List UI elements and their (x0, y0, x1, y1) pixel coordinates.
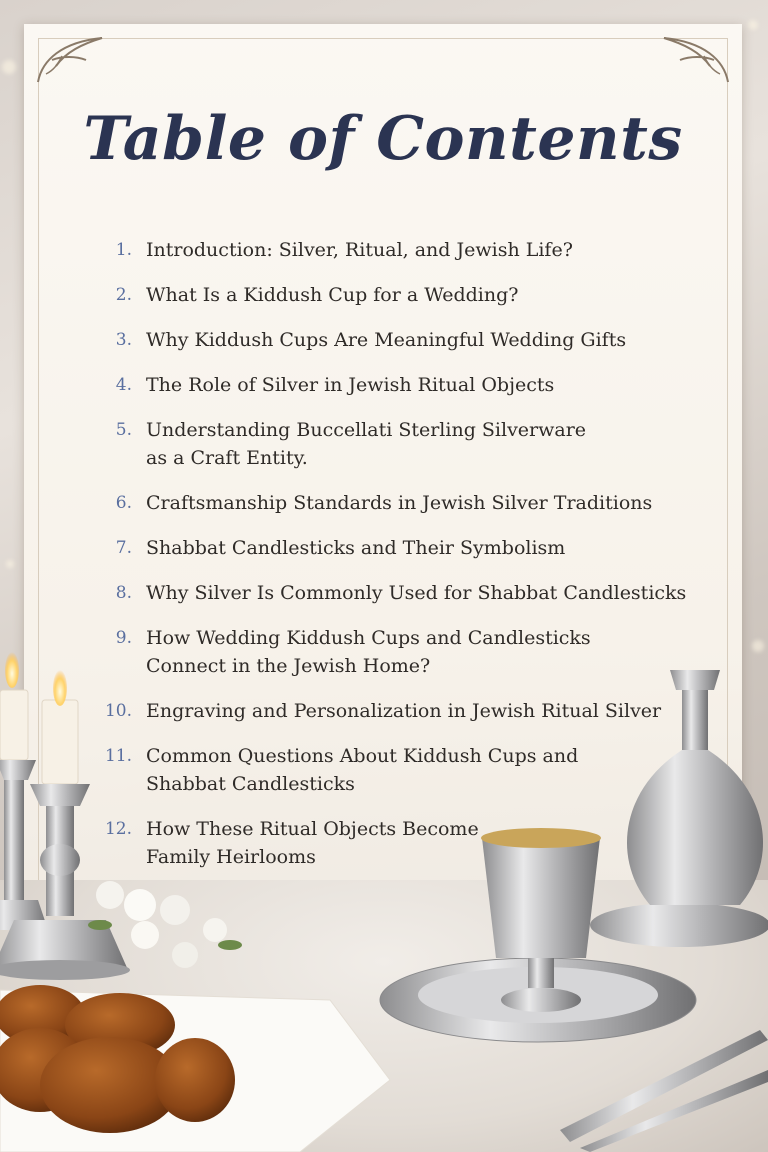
toc-title: The Role of Silver in Jewish Ritual Objects (146, 374, 555, 396)
toc-title: Common Questions About Kiddush Cups and Shabbat Candlesticks (146, 745, 579, 795)
toc-item[interactable] (94, 624, 734, 680)
toc-item[interactable] (94, 579, 734, 607)
toc-item[interactable] (94, 815, 734, 871)
toc-number: 5. (115, 420, 132, 440)
bokeh-light (752, 640, 764, 652)
flourish-ornament-icon (638, 30, 734, 90)
toc-number: 6. (115, 493, 132, 513)
toc-number: 2. (115, 285, 132, 305)
toc-number: 9. (115, 628, 132, 648)
toc-title: Why Kiddush Cups Are Meaningful Wedding Gifts (146, 329, 627, 351)
toc-number: 11. (104, 746, 132, 766)
toc-item[interactable] (94, 326, 734, 354)
bokeh-light (748, 20, 758, 30)
toc-title: How Wedding Kiddush Cups and Candlesticks Connect in the Jewish Home? (146, 627, 591, 677)
toc-item[interactable] (94, 236, 734, 264)
toc-item[interactable] (94, 697, 734, 725)
toc-number: 8. (115, 583, 132, 603)
toc-title: Shabbat Candlesticks and Their Symbolism (146, 537, 566, 559)
bokeh-light (2, 60, 16, 74)
bokeh-light (6, 560, 14, 568)
tablecloth (0, 880, 768, 1152)
toc-number: 12. (104, 819, 132, 839)
contents-panel (24, 24, 742, 904)
page-title: Table of Contents (83, 104, 683, 174)
flourish-ornament-icon (32, 30, 128, 90)
toc-item[interactable] (94, 371, 734, 399)
toc-title: How These Ritual Objects Become Family Heirlooms (146, 818, 479, 868)
toc-item[interactable] (94, 489, 734, 517)
toc-number: 7. (115, 538, 132, 558)
toc-title: Craftsmanship Standards in Jewish Silver Traditions (146, 492, 653, 514)
toc-title: What Is a Kiddush Cup for a Wedding? (146, 284, 519, 306)
toc-number: 10. (104, 701, 132, 721)
toc-item[interactable] (94, 742, 734, 798)
toc-title: Understanding Buccellati Sterling Silverware as a Craft Entity. (146, 419, 587, 469)
toc-number: 4. (115, 375, 132, 395)
toc-list (94, 236, 734, 871)
toc-title: Introduction: Silver, Ritual, and Jewish Life? (146, 239, 573, 261)
toc-item[interactable] (94, 534, 734, 562)
toc-number: 3. (115, 330, 132, 350)
toc-title: Engraving and Personalization in Jewish Ritual Silver (146, 700, 662, 722)
toc-item[interactable] (94, 281, 734, 309)
toc-title: Why Silver Is Commonly Used for Shabbat Candlesticks (146, 582, 687, 604)
toc-number: 1. (115, 240, 132, 260)
toc-item[interactable] (94, 416, 734, 472)
